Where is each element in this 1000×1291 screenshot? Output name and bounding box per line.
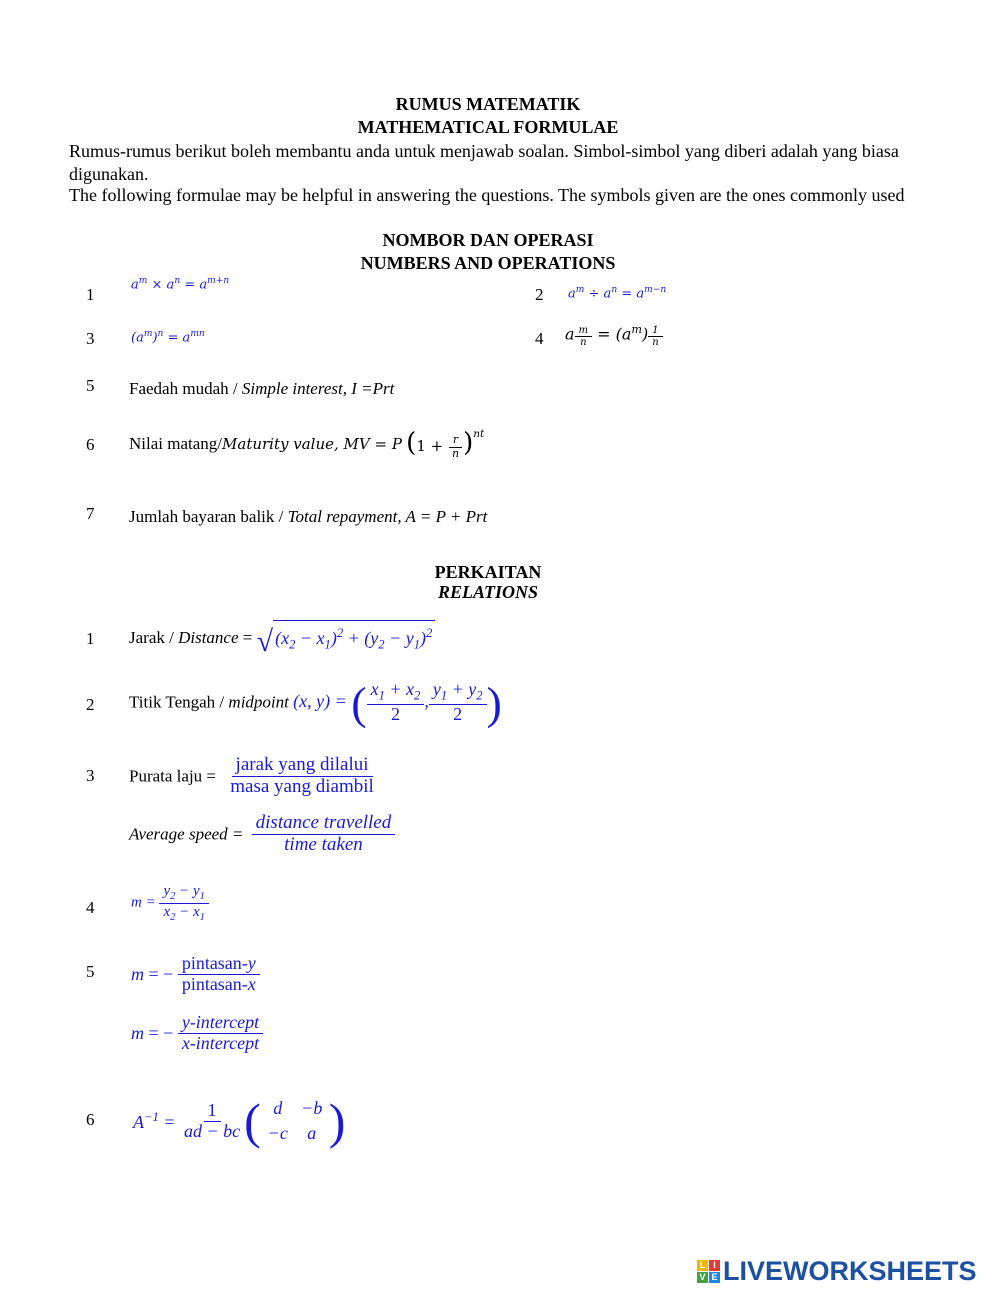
liveworksheets-logo xyxy=(697,1256,977,1287)
logo-letter: I xyxy=(709,1260,720,1271)
item-number: 3 xyxy=(86,329,95,348)
logo-letter: E xyxy=(709,1272,720,1283)
logo-text: LIVEWORKSHEETS xyxy=(723,1256,977,1286)
title-ms: RUMUS MATEMATIK xyxy=(395,94,581,114)
average-speed-den-ms: masa yang diambil xyxy=(230,775,374,797)
item-number: 5 xyxy=(86,376,95,395)
intro-en: The following formulae may be helpful in answering the questions. The symbols given are the ones commonly used xyxy=(69,185,905,205)
title-en: MATHEMATICAL FORMULAE xyxy=(357,117,619,137)
midpoint-label-ms: Titik Tengah / xyxy=(129,692,229,712)
total-repayment-label-ms: Jumlah bayaran balik / xyxy=(129,507,288,526)
logo-letter: V xyxy=(697,1272,708,1283)
item-number: 6 xyxy=(86,1110,95,1129)
logo-letter: L xyxy=(697,1260,708,1271)
gradient-num-en: y-intercept xyxy=(178,1013,263,1034)
average-speed-fraction-ms xyxy=(226,755,378,798)
average-speed-fraction-en xyxy=(252,813,396,856)
formula-power-of-power: $(a^m)^n = a^{mn}$ xyxy=(131,329,205,346)
maturity-value-row xyxy=(129,428,484,460)
item-number: 7 xyxy=(86,504,95,523)
simple-interest-label-en: Simple interest xyxy=(241,379,343,398)
midpoint-formula: (x, y) = ( $\frac{x_1 + x_2}{2}$ , $\frac{y_1 + y_2}{2}$ ) xyxy=(293,677,502,728)
distance-equals: = xyxy=(238,627,253,647)
intro-ms: Rumus-rumus berikut boleh membantu anda untuk menjawab soalan. Simbol-simbol yang diberi adalah yang biasa digunakan. xyxy=(69,141,899,184)
midpoint-label-en: midpoint xyxy=(228,692,289,712)
formula-power-product: $a^m \times a^n = a^{m+n}$ xyxy=(131,276,230,293)
average-speed-num-ms: jarak yang dilalui xyxy=(232,755,373,777)
distance-label-en: Distance xyxy=(178,627,239,647)
maturity-label-en: Maturity value, MV = P xyxy=(222,434,402,453)
average-speed-label-en: Average speed = xyxy=(129,824,244,844)
average-speed-den-en: time taken xyxy=(284,833,363,855)
formula-power-quotient: $a^m \div a^n = a^{m-n}$ xyxy=(568,285,667,302)
total-repayment-label-en: Total repayment, A = P + Prt xyxy=(287,507,488,526)
item-number: 6 xyxy=(86,435,95,454)
maturity-label-ms: Nilai matang/ xyxy=(129,433,223,453)
average-speed-label-ms: Purata laju = xyxy=(129,766,217,786)
midpoint-row xyxy=(129,676,502,729)
section1-heading-en: NUMBERS AND OPERATIONS xyxy=(360,253,616,273)
distance-formula: √ $(x_2 - x_1)^2 + (y_2 - y_1)^2$ xyxy=(257,620,436,656)
distance-row xyxy=(129,620,435,656)
gradient-intercept-en: m = − $\frac{\text{y-intercept}}{\text{x-intercept}}$ xyxy=(131,1013,263,1054)
average-speed-ms-row xyxy=(129,755,378,798)
inverse-matrix-formula: $A^{-1}$ = $\frac{1}{ad - bc}$ ( d −b −c a ) xyxy=(133,1093,346,1149)
total-repayment-row xyxy=(129,507,487,527)
distance-label-ms: Jarak / xyxy=(129,627,179,647)
section2-heading-en: RELATIONS xyxy=(437,582,539,602)
simple-interest-formula: , I =Prt xyxy=(342,379,395,398)
item-number: 1 xyxy=(86,285,95,304)
section1-heading-ms: NOMBOR DAN OPERASI xyxy=(382,230,594,250)
logo-mark-icon xyxy=(697,1260,720,1283)
maturity-formula: (1 + $\frac{r}{n}$ )$^{nt}$ xyxy=(406,428,485,460)
gradient-num-ms: pintasan- xyxy=(181,953,248,973)
item-number: 4 xyxy=(86,898,95,917)
gradient-den-en: x-intercept xyxy=(181,1032,260,1053)
item-number: 5 xyxy=(86,962,95,981)
average-speed-en-row xyxy=(129,813,395,856)
simple-interest-row xyxy=(129,379,394,399)
gradient-intercept-ms: m = − $\frac{\text{pintasan-y}}{\text{pintasan-x}}$ xyxy=(131,954,260,995)
gradient-den-ms: pintasan- xyxy=(181,973,248,994)
item-number: 2 xyxy=(86,695,95,714)
item-number: 1 xyxy=(86,629,95,648)
item-number: 2 xyxy=(535,285,544,304)
simple-interest-label-ms: Faedah mudah / xyxy=(129,379,242,398)
formula-fractional-power: a $\frac{m}{n}$ = $(a^m)$ $\frac{1}{n}$ xyxy=(565,323,663,348)
item-number: 4 xyxy=(535,329,544,348)
item-number: 3 xyxy=(86,766,95,785)
gradient-formula: m = $\frac{y_2 - y_1}{x_2 - x_1}$ xyxy=(131,883,209,923)
average-speed-num-en: distance travelled xyxy=(252,813,396,835)
section2-heading-ms: PERKAITAN xyxy=(434,562,542,582)
